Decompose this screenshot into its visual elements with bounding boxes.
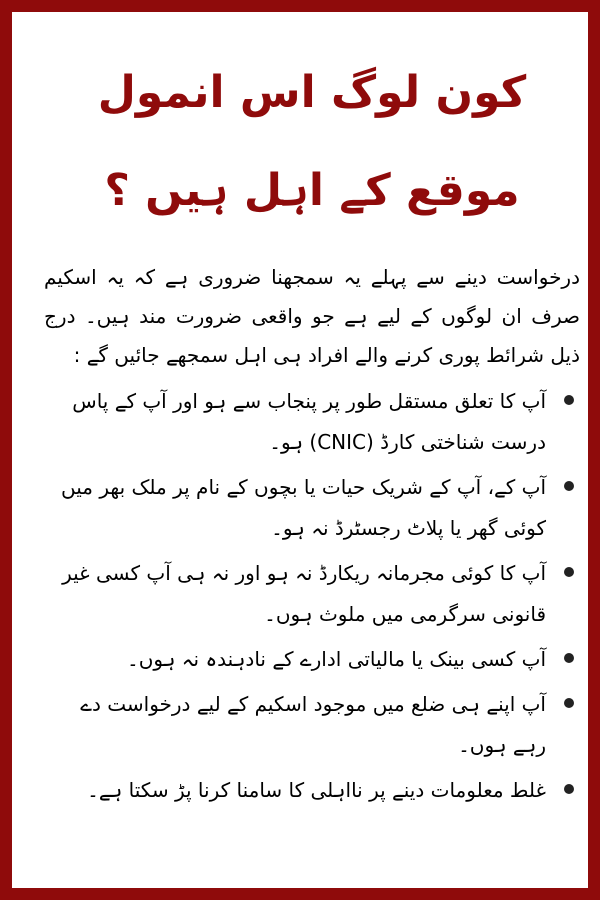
list-item-text: آپ کا تعلق مستقل طور پر پنجاب سے ہو اور آپ کے پاس درست شناختی کارڈ (CNIC) ہو۔: [72, 389, 546, 454]
list-item-text: آپ کے، آپ کے شریک حیات یا بچوں کے نام پر ملک بھر میں کوئی گھر یا پلاٹ رجسٹرڈ نہ ہو۔: [61, 475, 546, 540]
list-item: [44, 684, 580, 766]
bullet-icon: [564, 698, 574, 708]
bullet-icon: [564, 567, 574, 577]
intro-paragraph: درخواست دینے سے پہلے یہ سمجھنا ضروری ہے کہ یہ اسکیم صرف ان لوگوں کے لیے ہے جو واقعی ضرورت مند ہیں۔ درج ذیل شرائط پوری کرنے والے افراد ہی اہل سمجھے جائیں گے :: [44, 265, 580, 367]
list-item-text: آپ کا کوئی مجرمانہ ریکارڈ نہ ہو اور نہ ہی آپ کسی غیر قانونی سرگرمی میں ملوث ہوں۔: [62, 561, 546, 626]
eligibility-list: [44, 381, 580, 811]
page-title: کون لوگ اس انمول موقع کے اہل ہیں ؟: [97, 67, 527, 216]
card-content: [34, 34, 590, 890]
bullet-icon: [564, 395, 574, 405]
list-item: [44, 770, 580, 811]
list-item-text: آپ اپنے ہی ضلع میں موجود اسکیم کے لیے درخواست دے رہے ہوں۔: [80, 692, 546, 757]
list-item: [44, 381, 580, 463]
list-item-text: غلط معلومات دینے پر نااہلی کا سامنا کرنا پڑ سکتا ہے۔: [87, 778, 546, 802]
list-item: [44, 639, 580, 680]
bullet-icon: [564, 784, 574, 794]
bullet-icon: [564, 481, 574, 491]
list-item: [44, 553, 580, 635]
bullet-icon: [564, 653, 574, 663]
list-item: [44, 467, 580, 549]
list-item-text: آپ کسی بینک یا مالیاتی ادارے کے نادہندہ نہ ہوں۔: [126, 647, 546, 671]
